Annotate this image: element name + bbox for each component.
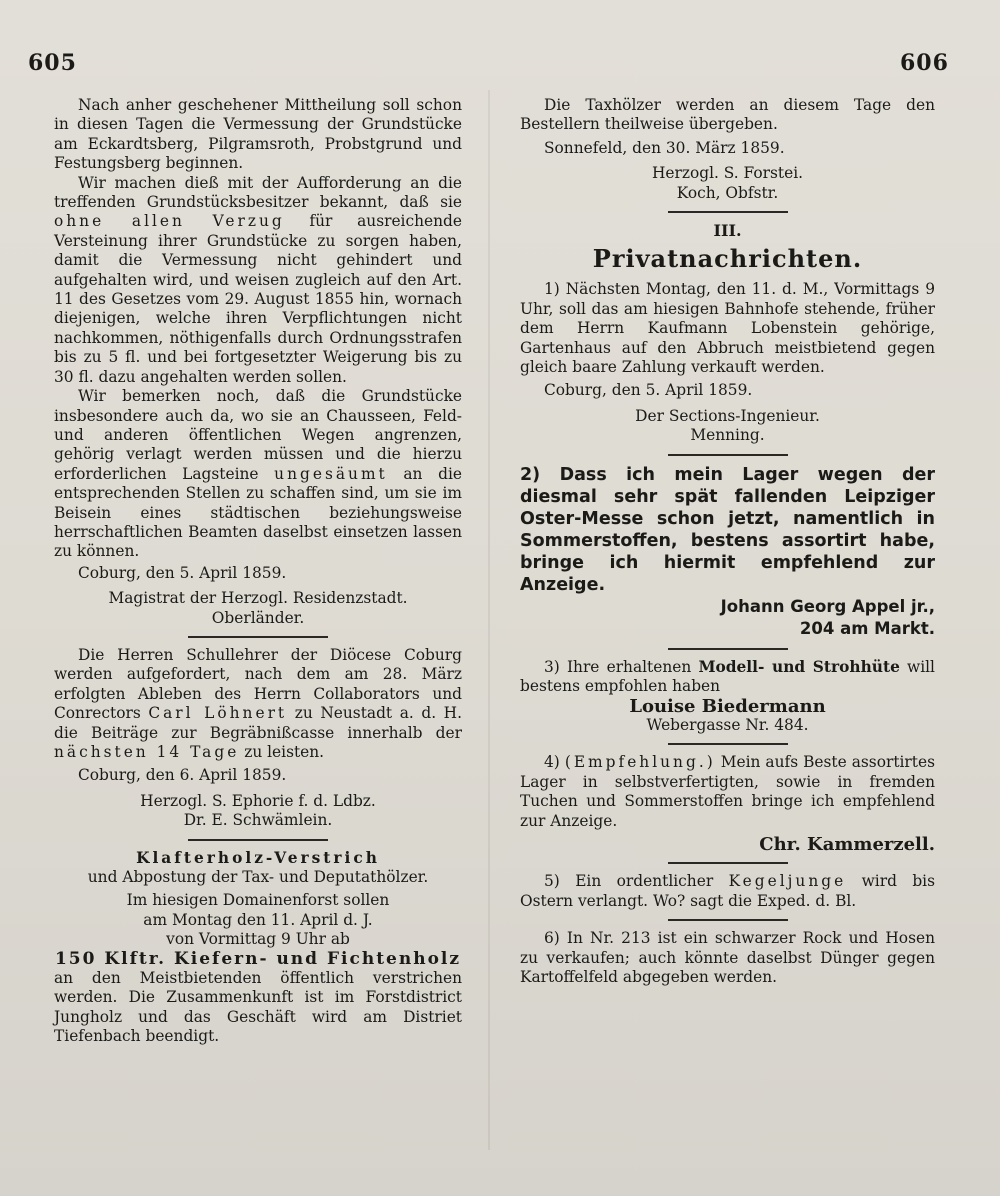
spaced-emphasis: Carl Löhnert <box>148 704 288 723</box>
signature-org: Herzogl. S. Ephorie f. d. Ldbz. <box>140 791 376 810</box>
ad-2-signature-address: 204 am Markt. <box>799 618 935 638</box>
dateline: Sonnefeld, den 30. März 1859. <box>544 138 785 157</box>
spaced-emphasis: ungesäumt <box>274 464 388 483</box>
auction-quantity: 150 Klftr. Kiefern- und Fichtenholz <box>54 948 462 969</box>
ad-5-text <box>520 872 935 911</box>
text-run: an die entsprechenden Stellen zu schaffen sind, um sie im Beisein eines städtischen beziehungsweise herrschaftlichen Beamten daselbst einsetzen lassen zu können. <box>54 464 462 561</box>
divider <box>668 454 788 456</box>
spaced-emphasis: Kegeljunge <box>728 872 847 891</box>
auction-heading: Klafterholz-Verstrich <box>136 848 380 867</box>
auction-line: Im hiesigen Domainenforst sollen <box>126 891 390 910</box>
text-run: Wir machen dieß mit der Aufforderung an die treffenden Grundstücksbesitzer bekannt, daß sie <box>54 173 462 212</box>
auction-details: an den Meistbietenden öffentlich verstrichen werden. Die Zusammenkunft ist im Forstdistrict Jungholz und das Geschäft wird am Distriet Tiefenbach beendigt. <box>54 969 462 1046</box>
signature-org: Herzogl. S. Forstei. <box>651 164 804 183</box>
ad-3-signature-address: Webergasse Nr. 484. <box>646 715 809 734</box>
divider <box>668 919 788 921</box>
divider <box>668 743 788 745</box>
page-number-right: 606 <box>900 50 949 76</box>
ad-3-signature-name: Louise Biedermann <box>629 695 826 717</box>
school-notice-paragraph <box>54 646 462 762</box>
ad-2-signature-name: Johann Georg Appel jr., <box>720 596 935 616</box>
dateline: Coburg, den 5. April 1859. <box>78 563 287 582</box>
text-run: Mein aufs Beste assortirtes Lager in selbstverfertigten, sowie in fremden Tuchen und Sommerstoffen bringe ich empfehlend zur Anzeige. <box>520 753 935 830</box>
signature-name: Dr. E. Schwämlein. <box>183 811 333 830</box>
bold-emphasis: Modell- und Strohhüte <box>698 657 900 676</box>
section-number: III. <box>713 221 742 241</box>
tax-wood-paragraph: Die Taxhölzer werden an diesem Tage den Bestellern theilweise übergeben. <box>520 96 935 134</box>
text-run: zu Neustadt a. d. H. die Beiträge zur Begräbnißcasse innerhalb der <box>54 704 462 742</box>
text-run: will bestens empfohlen haben <box>520 657 935 696</box>
text-run: zu leisten. <box>239 743 325 761</box>
page-number-left: 605 <box>28 50 77 76</box>
ad-4-signature: Chr. Kammerzell. <box>759 833 935 855</box>
auction-subheading: und Abpostung der Tax- und Deputathölzer. <box>87 868 429 887</box>
boundary-stones-paragraph <box>54 387 462 562</box>
divider <box>668 862 788 864</box>
text-run: Wir bemerken noch, daß die Grundstücke insbesondere auch da, wo sie an Chausseen, Feld- und anderen öffentlichen Wegen angrenzen, gehörig verlagt werden müssen und die hierzu erforderlichen Lagsteine <box>54 387 462 483</box>
ad-3-text <box>520 658 935 697</box>
text-run: 4) <box>544 753 565 772</box>
divider <box>188 636 328 638</box>
text-run: Die Herren Schullehrer der Diöcese Coburg werden aufgefordert, nach dem am 28. März erfolgten Ableben des Herrn Collaborators und Conrectors <box>54 645 462 723</box>
text-run: 5) Ein ordentlicher <box>544 872 729 891</box>
spaced-emphasis: nächsten 14 Tage <box>54 743 240 761</box>
left-column <box>54 96 462 1047</box>
spaced-emphasis: ohne allen Verzug <box>54 212 285 231</box>
signature-name: Menning. <box>690 426 765 445</box>
ad-2-text: 2) Dass ich mein Lager wegen der diesmal sehr spät fallenden Leipziger Oster-Messe schon jetzt, namentlich in Sommerstoffen, bestens assortirt habe, bringe ich hiermit empfehlend zur Anzeige. <box>520 464 935 595</box>
text-run: wird bis Ostern verlangt. Wo? sagt die Exped. d. Bl. <box>520 872 935 910</box>
survey-notice-paragraph: Nach anher geschehener Mittheilung soll schon in diesen Tagen die Vermessung der Grundstücke am Eckardtsberg, Pilgramsroth, Probstgrund und Festungsberg beginnen. <box>54 96 462 173</box>
divider <box>188 839 328 841</box>
ad-4-text <box>520 753 935 831</box>
auction-line: von Vormittag 9 Uhr ab <box>166 930 350 949</box>
text-run: für ausreichende Versteinung ihrer Grundstücke zu sorgen haben, damit die Vermessung nicht gehindert und aufgehalten wird, und weisen zugleich auf den Art. 11 des Gesetzes vom 29. August 1855 hin, wornach diejenigen, welche ihren Verpflichtungen nicht nachkommen, nöthigenfalls durch Ordnungsstrafen bis zu 5 fl. und bei fortgesetzter Weigerung bis zu 30 fl. dazu angehalten werden sollen. <box>54 212 462 386</box>
signature-org: Magistrat der Herzogl. Residenzstadt. <box>108 589 408 608</box>
survey-demand-paragraph <box>54 174 462 387</box>
column-gutter <box>488 90 490 1150</box>
ad-6-text: 6) In Nr. 213 ist ein schwarzer Rock und Hosen zu verkaufen; auch könnte daselbst Dünger gegen Kartoffelfeld abgegeben werden. <box>520 929 935 986</box>
spaced-emphasis: (Empfehlung.) <box>564 753 716 772</box>
text-run: 3) Ihre erhaltenen <box>544 657 699 676</box>
section-title: Privatnachrichten. <box>592 244 863 274</box>
dateline: Coburg, den 5. April 1859. <box>544 381 753 400</box>
signature-name: Oberländer. <box>211 608 305 627</box>
divider <box>668 211 788 213</box>
dateline: Coburg, den 6. April 1859. <box>78 766 287 785</box>
divider <box>668 648 788 650</box>
signature-org: Der Sections-Ingenieur. <box>635 406 820 425</box>
signature-name: Koch, Obfstr. <box>676 183 779 202</box>
auction-line: am Montag den 11. April d. J. <box>143 910 373 929</box>
right-column <box>520 96 935 987</box>
ad-1-text: 1) Nächsten Montag, den 11. d. M., Vormittags 9 Uhr, soll das am hiesigen Bahnhofe stehende, früher dem Herrn Kaufmann Lobenstein gehörige, Gartenhaus auf den Abbruch meistbietend gegen gleich baare Zahlung verkauft werden. <box>520 280 935 377</box>
